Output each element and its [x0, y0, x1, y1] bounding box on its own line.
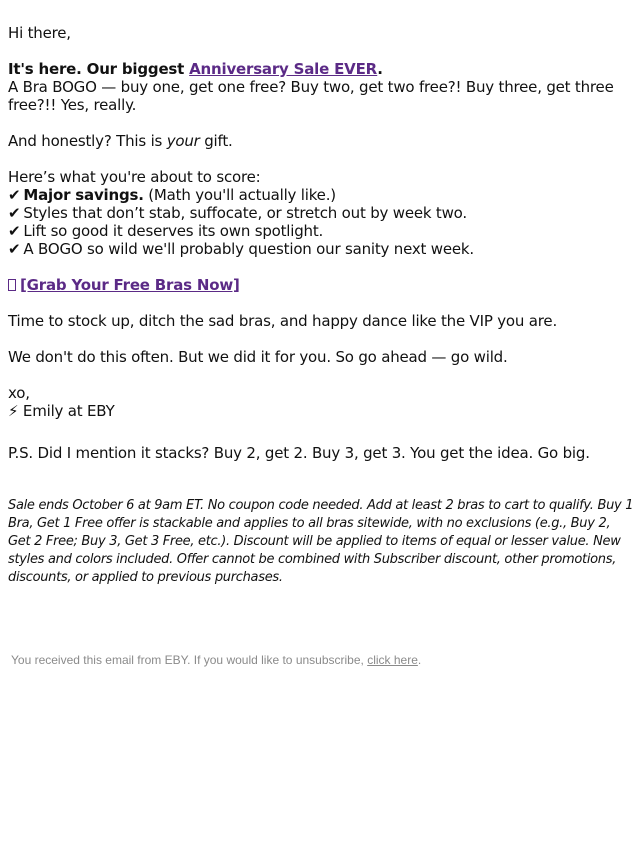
headline — [8, 60, 634, 78]
headline-lead: It's here. Our biggest — [8, 60, 190, 78]
checklist-item — [8, 222, 634, 240]
signoff-name: Emily at EBY — [18, 402, 115, 420]
checklist-item-text: A BOGO so wild we'll probably question our sanity next week. — [23, 240, 474, 258]
checklist-item — [8, 186, 634, 204]
checklist-item-rest: (Math you'll actually like.) — [143, 186, 336, 204]
headline-trail: . — [377, 60, 383, 78]
greeting: Hi there, — [8, 24, 71, 42]
checklist-item-text: Lift so good it deserves its own spotlight. — [23, 222, 324, 240]
score-intro: Here’s what you're about to score: — [8, 168, 261, 186]
signoff-signature — [8, 402, 634, 420]
footer-end: . — [417, 653, 422, 667]
checkmark-icon: ✔ — [8, 204, 21, 222]
unsubscribe-link[interactable]: click here — [367, 653, 418, 667]
legal-disclaimer: Sale ends October 6 at 9am ET. No coupon code needed. Add at least 2 bras to cart to qualify. Buy 1 Bra, Get 1 Free offer is stackable and applies to all bras sitewide, with no exclusions (e.g., Buy 2, Get 2 Free; Buy 3, Get 3 Free, etc.). Discount will be applied to items of equal or lesser value. New styles and colors included. Offer cannot be combined with Subscriber discount, other promotions, discounts, or applied to previous purchases. — [8, 498, 634, 585]
checklist-item — [8, 204, 634, 222]
grab-free-bras-link[interactable] — [8, 276, 240, 294]
gift-after: gift. — [199, 132, 233, 150]
gift-before: And honestly? This is — [8, 132, 167, 150]
go-wild-paragraph: We don't do this often. But we did it for you. So go ahead — go wild. — [8, 348, 508, 366]
gift-emphasis: your — [166, 132, 200, 150]
checklist-item — [8, 240, 634, 258]
ps-paragraph: P.S. Did I mention it stacks? Buy 2, get 2. Buy 3, get 3. You get the idea. Go big. — [8, 444, 590, 462]
missing-glyph-icon — [8, 279, 16, 291]
intro-paragraph: A Bra BOGO — buy one, get one free? Buy two, get two free?! Buy three, get three free?!! Yes, really. — [8, 78, 614, 114]
checklist-item-text: Styles that don’t stab, suffocate, or stretch out by week two. — [23, 204, 467, 222]
anniversary-sale-link[interactable]: Anniversary Sale EVER — [189, 60, 378, 78]
checkmark-icon: ✔ — [8, 222, 21, 240]
email-body — [8, 24, 634, 600]
footer-text: You received this email from EBY. If you would like to unsubscribe, — [11, 653, 368, 667]
email-footer — [11, 653, 421, 667]
gift-paragraph — [8, 132, 634, 150]
cta-paragraph — [8, 276, 634, 294]
checkmark-icon: ✔ — [8, 240, 21, 258]
signoff-xo: xo, — [8, 384, 30, 402]
stock-up-paragraph: Time to stock up, ditch the sad bras, and happy dance like the VIP you are. — [8, 312, 558, 330]
cta-label: [Grab Your Free Bras Now] — [20, 276, 240, 294]
lightning-icon: ⚡ — [8, 402, 19, 420]
checklist-item-bold: Major savings. — [23, 186, 144, 204]
checkmark-icon: ✔ — [8, 186, 21, 204]
